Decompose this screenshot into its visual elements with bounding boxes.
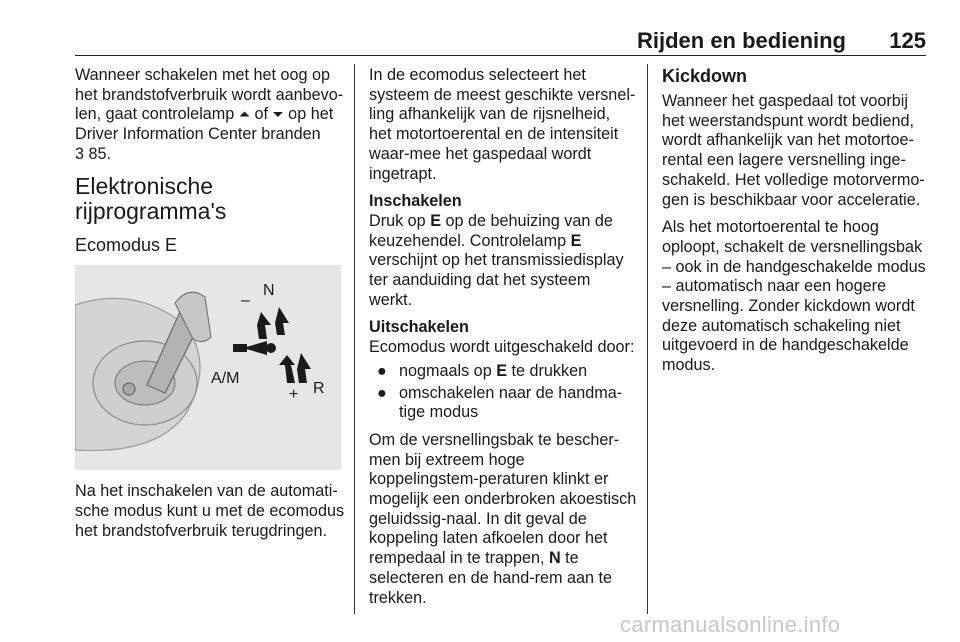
body-paragraph: In de ecomodus selecteert het systeem de meest geschikte versnel-ling afhankelijk van de rijsnelheid, het motortoerental en de intensiteit waar-mee het gaspedaal wordt ingetrapt. [369,66,636,183]
list-item [369,384,637,423]
bullet-icon: ● [377,361,387,380]
body-paragraph [369,212,637,311]
e-key-label: E [496,361,508,380]
text-run: te selecteren en de hand-rem aan te trekken. [369,549,612,607]
watermark: carmanualsonline.info [620,612,841,637]
intro-text: len, gaat controlelamp [75,105,239,124]
intro-text: op het Driver Information Center branden [75,105,334,144]
gate-label-r: R [313,380,325,398]
shift-down-icon: ⏷ [272,106,284,123]
e-lamp-label: E [570,231,582,250]
body-paragraph: Ecomodus wordt uitgeschakeld door: [369,338,635,357]
subheading-activate: Inschakelen [369,192,462,211]
text-run: te drukken [507,361,588,380]
intro-text: Wanneer schakelen met het oog op het brandstofverbruik wordt aanbevo- [75,66,344,104]
column-2 [369,66,637,616]
intro-paragraph [75,66,345,165]
body-paragraph [369,431,637,608]
subsection-heading: Ecomodus E [75,234,178,255]
text-run: Om de versnellingsbak te bescher-men bij extreem hoge koppelingstem-peraturen klinkt er mogelijk een onderbroken akoestisch geluidssig-naal. In dit geval de koppeling laten afkoelen door het rempedaal in te trappen, [369,430,637,568]
gear-selector-illustration [75,265,341,470]
column-3 [662,66,926,384]
section-title: Rijden en bediening [636,28,846,53]
text-run: op de behuizing van de keuzehendel. Controlelamp [369,211,613,250]
bullet-list [369,362,637,423]
body-paragraph: Wanneer het gaspedaal tot voorbij het weerstandspunt wordt bediend, wordt afhankelijk van het motortoe-rental een lagere versnelling inge-schakeld. Het volledige motorvermo-gen is beschikbaar voor acceleratie. [662,92,925,209]
list-item [369,362,637,382]
text-run: nogmaals op [399,361,497,380]
page-reference: 3 85. [75,144,112,163]
column-1 [75,66,345,549]
section-heading: Elektronische rijprogramma's [75,172,227,224]
column-divider [354,64,355,614]
gate-label-plus: + [289,386,299,404]
kickdown-heading: Kickdown [662,66,748,86]
column-divider [647,64,648,614]
body-paragraph: Als het motortoerental te hoog oploopt, schakelt de versnellingsbak – ook in de handgeschakelde modus – automatisch naar een hogere versnelling. Zonder kickdown wordt deze automatisch schakeling niet uitgevoerd in de handgeschakelde modus. [662,218,926,375]
gate-label-n: N [263,282,275,300]
header-divider [75,55,926,56]
body-paragraph: Na het inschakelen van de automati-sche modus kunt u met de ecomodus het brandstofverbruik terugdringen. [75,482,345,540]
gate-label-minus: – [241,292,250,310]
subheading-deactivate: Uitschakelen [369,318,469,337]
text-run: omschakelen naar de handma-tige modus [399,383,623,422]
e-key-label: E [430,211,441,230]
gear-selector-figure [75,265,341,470]
text-run: verschijnt op het transmissiedisplay ter aanduiding dat het systeem werkt. [369,251,624,309]
n-gear-label: N [548,549,561,568]
shift-up-icon: ⏶ [238,106,250,123]
intro-text: of [249,105,273,124]
page-number: 125 [889,28,926,53]
bullet-icon: ● [377,383,387,402]
gate-label-am: A/M [211,370,240,388]
text-run: Druk op [369,211,431,230]
page-header [75,28,926,52]
